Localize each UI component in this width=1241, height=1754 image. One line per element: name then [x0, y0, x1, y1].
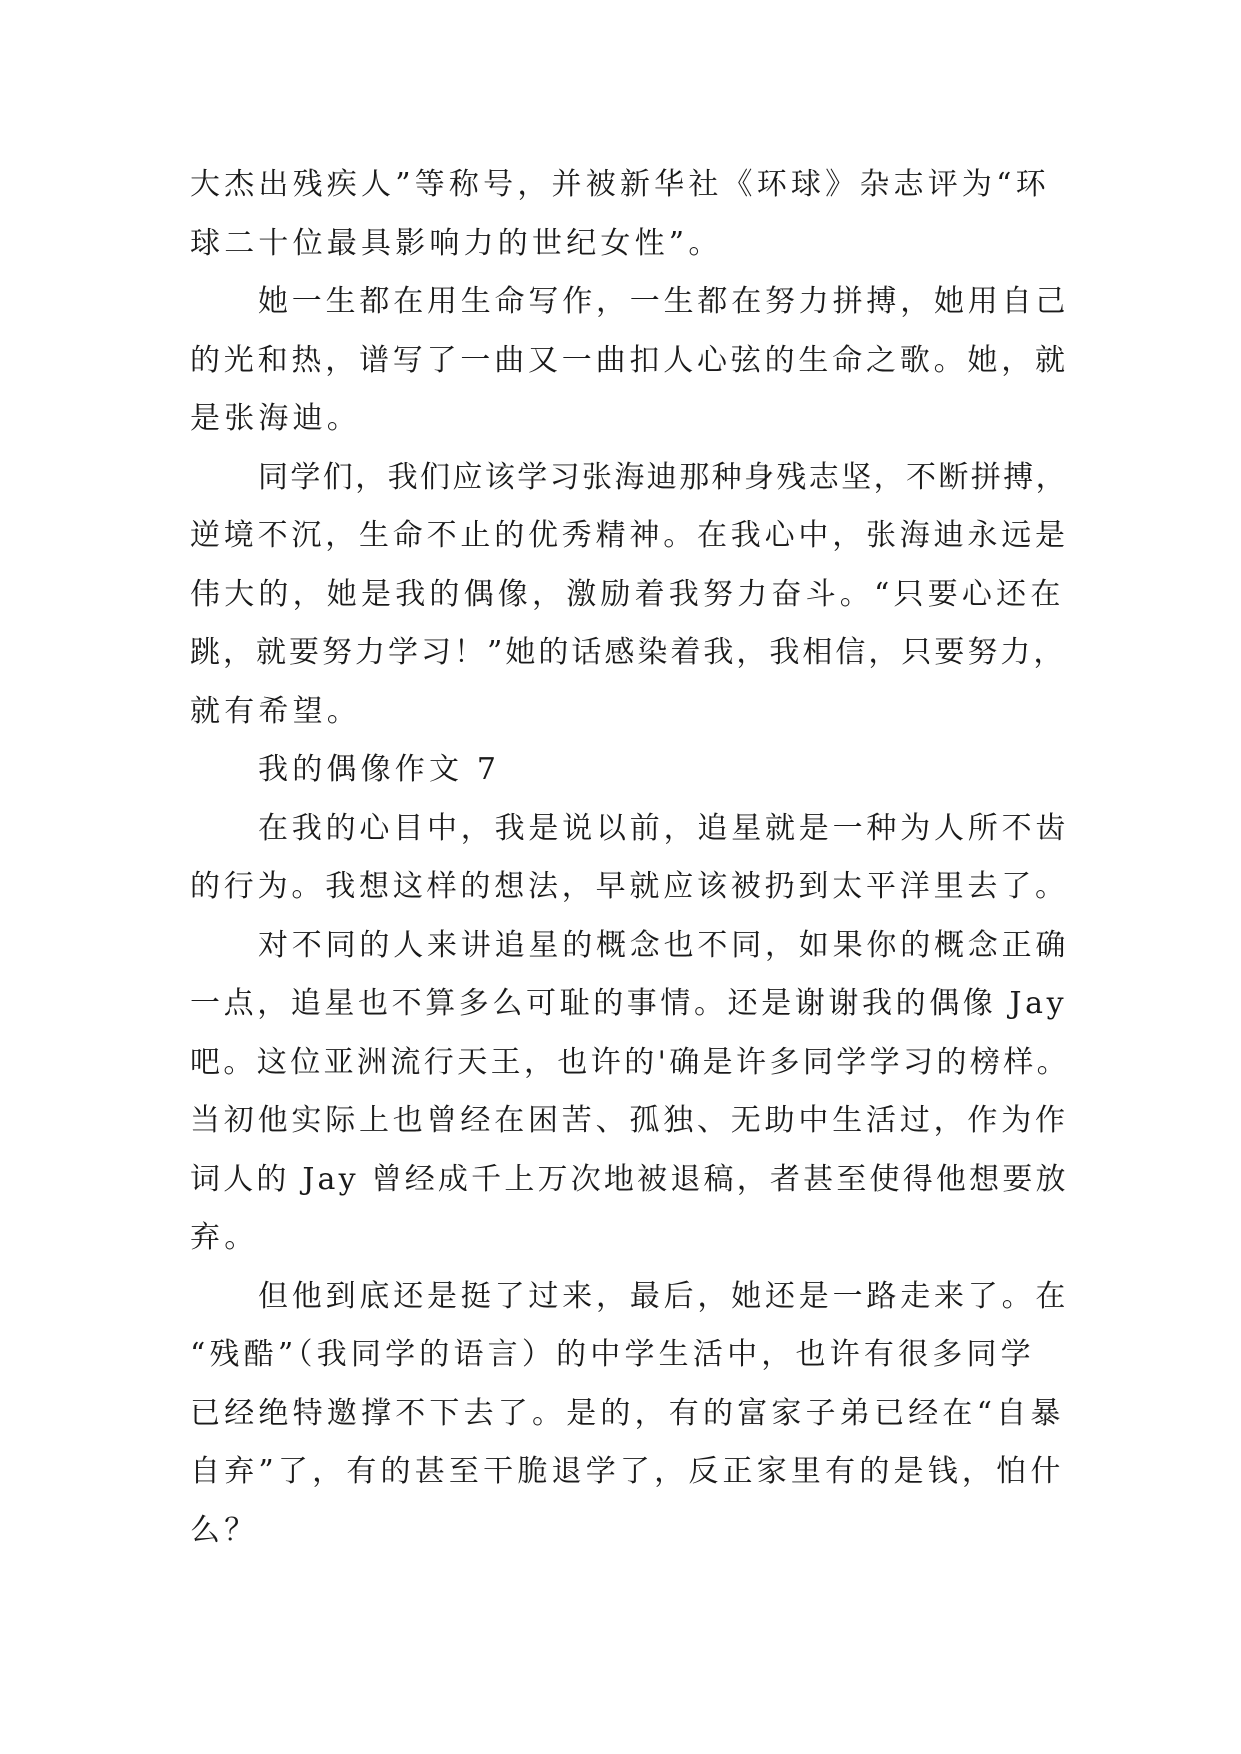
body-text — [190, 156, 1070, 1560]
text-line: 吧。这位亚洲流行天王，也许的'确是许多同学学习的榜样。 — [190, 1044, 1071, 1080]
text-line: 已经绝特邀撑不下去了。是的，有的富家子弟已经在“自暴 — [190, 1395, 1065, 1431]
text-line: 词人的 Jay 曾经成千上万次地被退稿，者甚至使得他想要放 — [190, 1161, 1069, 1197]
text-line: “残酷”（我同学的语言）的中学生活中，也许有很多同学 — [190, 1337, 1035, 1372]
text-line: 的行为。我想这样的想法，早就应该被扔到太平洋里去了。 — [190, 869, 1069, 904]
text-line: 是张海迪。 — [190, 401, 361, 436]
text-line: 就有希望。 — [190, 693, 361, 729]
text-line: 逆境不沉，生命不止的优秀精神。在我心中，张海迪永远是 — [190, 518, 1069, 553]
text-line: 她一生都在用生命写作，一生都在努力拼搏，她用自己 — [258, 284, 1070, 319]
text-line: 的光和热，谱写了一曲又一曲扣人心弦的生命之歌。她，就 — [190, 342, 1069, 378]
text-line: 对不同的人来讲追星的概念也不同，如果你的概念正确 — [258, 927, 1070, 963]
text-line: 球二十位最具影响力的世纪女性”。 — [190, 225, 723, 261]
text-line: 一点，追星也不算多么可耻的事情。还是谢谢我的偶像 Jay — [190, 986, 1068, 1021]
text-line: 弃。 — [190, 1220, 259, 1255]
section-heading: 我的偶像作文 7 — [258, 752, 501, 787]
text-line: 但他到底还是挺了过来，最后，她还是一路走来了。在 — [258, 1278, 1070, 1314]
text-line: 跳，就要努力学习！”她的话感染着我，我相信，只要努力， — [190, 635, 1067, 670]
text-line: 么？ — [190, 1512, 259, 1548]
text-line: 大杰出残疾人”等称号，并被新华社《环球》杂志评为“环 — [190, 167, 1050, 202]
text-line: 在我的心目中，我是说以前，追星就是一种为人所不齿 — [258, 810, 1070, 846]
text-line: 同学们，我们应该学习张海迪那种身残志坚，不断拼搏， — [258, 459, 1068, 495]
text-line: 当初他实际上也曾经在困苦、孤独、无助中生活过，作为作 — [190, 1103, 1069, 1138]
text-line: 伟大的，她是我的偶像，激励着我努力奋斗。“只要心还在 — [190, 576, 1065, 612]
text-line: 自弃”了，有的甚至干脆退学了，反正家里有的是钱，怕什 — [190, 1454, 1065, 1489]
